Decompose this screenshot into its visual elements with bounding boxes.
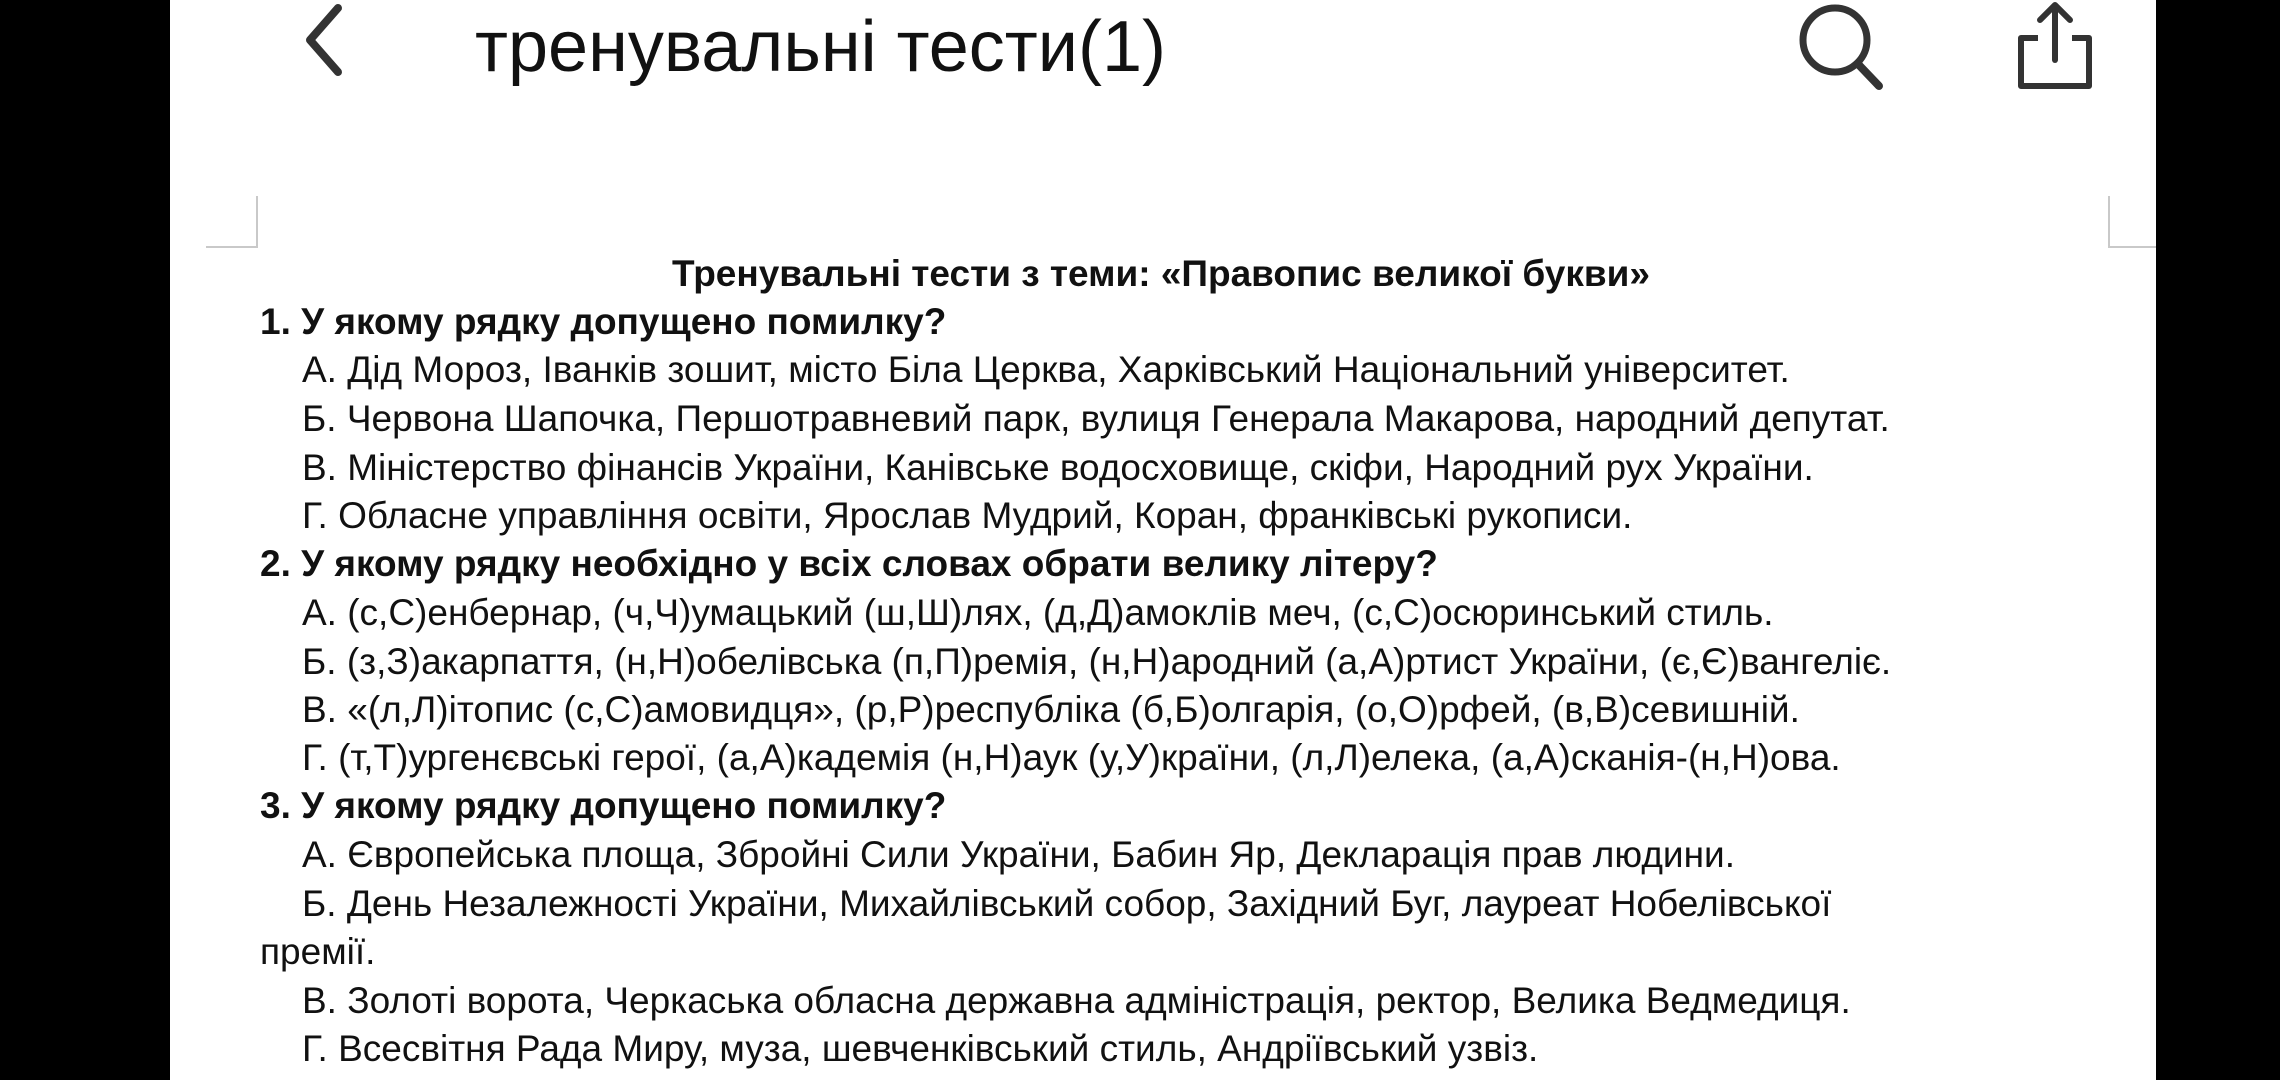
answer-3c: В. Золоті ворота, Черкаська обласна державна адміністрація, ректор, Велика Ведмедиця. — [302, 980, 1851, 1021]
answer-2a: А. (с,С)енбернар, (ч,Ч)умацький (ш,Ш)лях, (д,Д)амоклів меч, (с,С)осюринський стиль. — [302, 592, 1774, 633]
share-button[interactable] — [2005, 0, 2105, 94]
share-icon — [2005, 0, 2105, 94]
page-corner-mark-left — [206, 196, 258, 248]
answer-3a: А. Європейська площа, Збройні Сили України, Бабин Яр, Декларація прав людини. — [302, 834, 1735, 875]
back-button[interactable] — [288, 0, 372, 84]
answer-3b-continued: премії. — [260, 931, 376, 972]
search-icon — [1791, 0, 1891, 94]
answer-3d: Г. Всесвітня Рада Миру, муза, шевченківський стиль, Андріївський узвіз. — [302, 1028, 1539, 1069]
page-corner-mark-right — [2108, 196, 2156, 248]
answer-2b: Б. (з,З)акарпаття, (н,Н)обелівська (п,П)ремія, (н,Н)ародний (а,А)ртист України, (є,Є)вангеліє. — [302, 641, 1892, 682]
answer-1c: В. Міністерство фінансів України, Канівське водосховище, скіфи, Народний рух України. — [302, 447, 1814, 488]
question-2: 2. У якому рядку необхідно у всіх словах обрати велику літеру? — [260, 543, 1438, 584]
chevron-left-icon — [288, 0, 372, 84]
question-1: 1. У якому рядку допущено помилку? — [260, 301, 947, 342]
answer-1b: Б. Червона Шапочка, Першотравневий парк, вулиця Генерала Макарова, народний депутат. — [302, 398, 1890, 439]
answer-2c: В. «(л,Л)ітопис (с,С)амовидця», (р,Р)республіка (б,Б)олгарія, (о,О)рфей, (в,В)севишній. — [302, 689, 1800, 730]
answer-3b: Б. День Незалежності України, Михайлівський собор, Західний Буг, лауреат Нобелівської — [302, 883, 1832, 924]
answer-1d: Г. Обласне управління освіти, Ярослав Мудрий, Коран, франківські рукописи. — [302, 495, 1633, 536]
search-button[interactable] — [1791, 0, 1891, 94]
top-toolbar — [170, 0, 2156, 110]
document-title: тренувальні тести(1) — [475, 7, 1166, 87]
document-viewer[interactable] — [170, 0, 2156, 1080]
answer-1a: А. Дід Мороз, Іванків зошит, місто Біла Церква, Харківський Національний університет. — [302, 349, 1790, 390]
document-heading: Тренувальні тести з теми: «Правопис великої букви» — [672, 253, 1650, 294]
question-3: 3. У якому рядку допущено помилку? — [260, 785, 947, 826]
answer-2d: Г. (т,Т)ургенєвські герої, (а,А)кадемія (н,Н)аук (у,У)країни, (л,Л)елека, (а,А)сканія-(н,Н)ова. — [302, 737, 1841, 778]
